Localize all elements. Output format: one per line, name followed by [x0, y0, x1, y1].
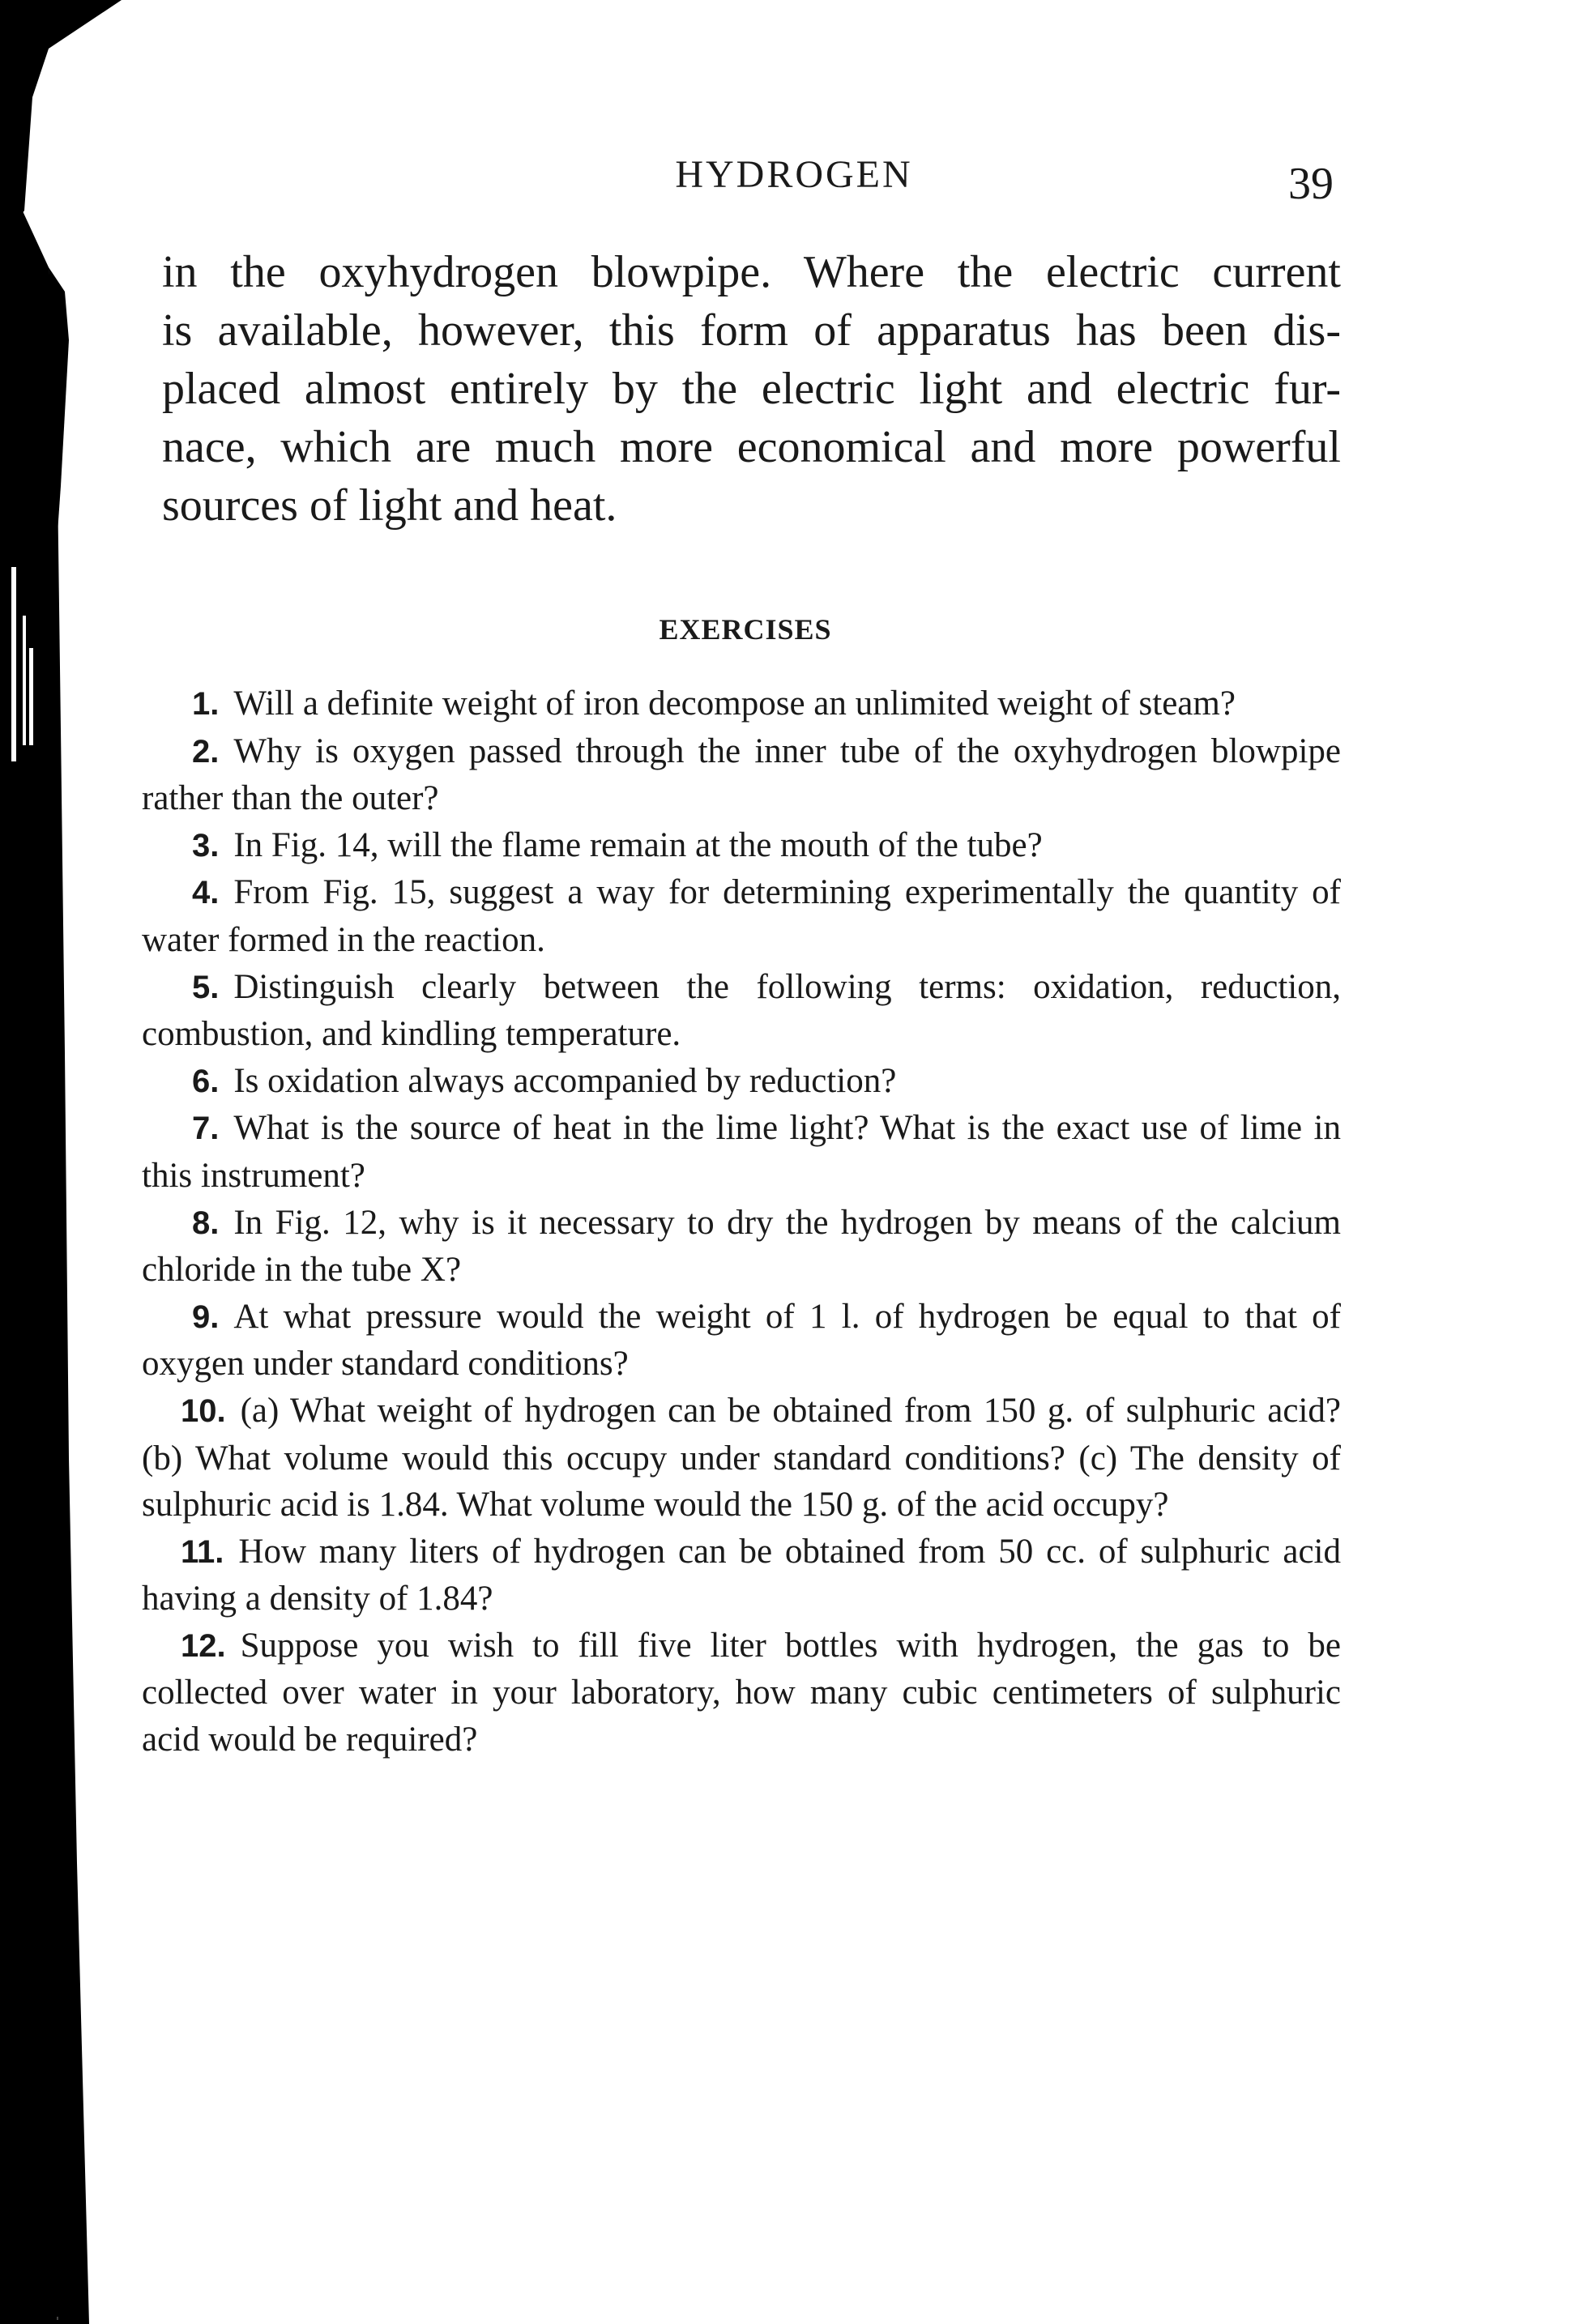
exercise-text: What is the source of heat in the lime light? What is the exact use of lime in this instrument? [142, 1109, 1341, 1195]
exercise-text: At what pressure would the weight of 1 l. of hydrogen be equal to that of oxygen under standard conditions? [142, 1297, 1341, 1384]
exercise-item [142, 869, 1341, 963]
exercise-text: In Fig. 14, will the flame remain at the mouth of the tube? [233, 825, 1043, 864]
exercise-number: 3. [192, 827, 220, 864]
exercise-item [142, 1294, 1341, 1388]
exercise-item [142, 728, 1341, 822]
exercise-text: In Fig. 12, why is it necessary to dry the hydrogen by means of the calcium chloride in the tube X? [142, 1203, 1341, 1290]
exercise-number: 12. [181, 1627, 226, 1664]
exercise-number: 7. [192, 1111, 220, 1147]
exercise-text: How many liters of hydrogen can be obtained from 50 cc. of sulphuric acid having a density of 1.84? [142, 1532, 1341, 1618]
paragraph-line: sources of light and heat. [162, 480, 617, 531]
running-head: HYDROGEN [675, 153, 913, 196]
exercise-number: 8. [192, 1205, 220, 1241]
body-paragraph [162, 243, 1341, 535]
exercise-number: 10. [181, 1392, 226, 1429]
exercise-text: From Fig. 15, suggest a way for determining experimentally the quantity of water formed in the reaction. [142, 873, 1341, 959]
exercise-text: Suppose you wish to fill five liter bottles with hydrogen, the gas to be collected over water in your laboratory, how many cubic centimeters of sulphuric acid would be required? [142, 1626, 1341, 1759]
exercise-text: (a) What weight of hydrogen can be obtained from 150 g. of sulphuric acid? (b) What volume would this occupy under standard conditions? (c) The density of sulphuric acid is 1.84. What volume would the 150 g. of the acid occupy? [142, 1391, 1341, 1524]
exercise-number: 4. [192, 875, 220, 911]
page-number: 39 [1288, 159, 1334, 209]
exercise-number: 9. [192, 1298, 220, 1335]
exercise-item [142, 1388, 1341, 1529]
exercise-number: 2. [192, 733, 220, 770]
section-heading: EXERCISES [659, 613, 832, 646]
exercise-number: 1. [192, 686, 220, 722]
page-edge-shadow [0, 0, 122, 2324]
paragraph-line: in the oxyhydrogen blowpipe. Where the electric current [162, 247, 1341, 297]
exercise-item [142, 822, 1341, 870]
exercise-item [142, 1623, 1341, 1763]
exercise-item [142, 1105, 1341, 1199]
exercise-list [142, 680, 1341, 1763]
exercise-number: 6. [192, 1063, 220, 1099]
exercise-text: Why is oxygen passed through the inner tube of the oxyhydrogen blowpipe rather than the outer? [142, 731, 1341, 818]
exercise-text: Distinguish clearly between the following terms: oxidation, reduction, combustion, and kindling temperature. [142, 967, 1341, 1054]
exercise-item [142, 1200, 1341, 1294]
paragraph-line: placed almost entirely by the electric light and electric fur- [162, 364, 1341, 414]
exercise-item [142, 1529, 1341, 1623]
paragraph-line: nace, which are much more economical and more powerful [162, 422, 1341, 472]
exercise-item [142, 964, 1341, 1058]
paragraph-line: is available, however, this form of apparatus has been dis- [162, 305, 1341, 356]
exercise-number: 11. [181, 1533, 224, 1570]
exercise-item [142, 1058, 1341, 1106]
exercise-text: Will a definite weight of iron decompose an unlimited weight of steam? [233, 684, 1236, 723]
exercise-text: Is oxidation always accompanied by reduction? [233, 1061, 897, 1100]
exercise-number: 5. [192, 969, 220, 1005]
exercise-item [142, 680, 1341, 728]
